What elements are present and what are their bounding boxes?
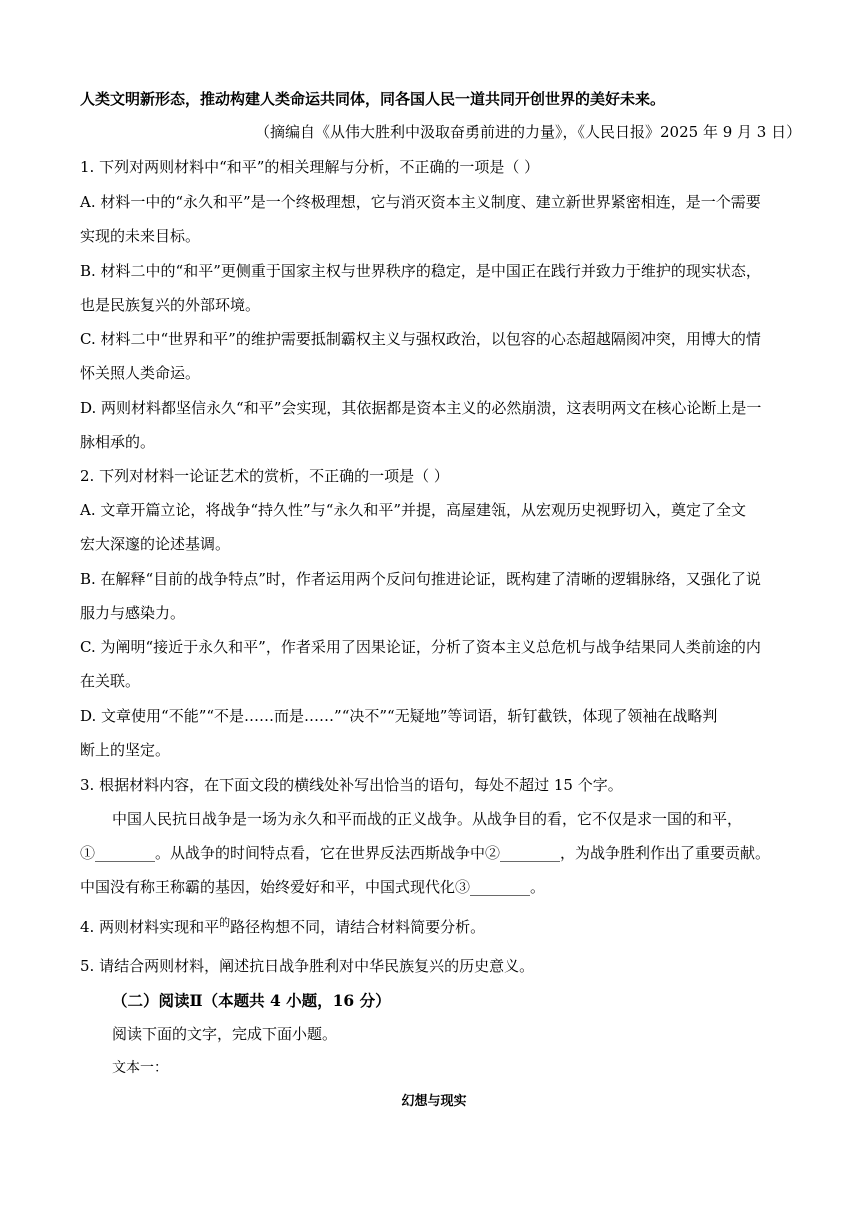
q1-option-d-line-1: D. 两则材料都坚信永久“和平”会实现，其依据都是资本主义的必然崩溃，这表明两文在核心论断上是一 [80, 399, 762, 417]
question-1: 1. 下列对两则材料中“和平”的相关理解与分析，不正确的一项是（ ） [80, 158, 540, 176]
article-title: 幻想与现实 [401, 1094, 467, 1109]
intro-tail-line: 人类文明新形态，推动构建人类命运共同体，同各国人民一道共同开创世界的美好未来。 [80, 90, 666, 108]
q1-option-b-line-2: 也是民族复兴的外部环境。 [80, 296, 261, 314]
q1-option-a-line-2: 实现的未来目标。 [80, 227, 201, 245]
q2-option-c-line-1: C. 为阐明“接近于永久和平”，作者采用了因果论证，分析了资本主义总危机与战争结果同人类前途的内 [80, 638, 761, 656]
question-4-text-before: 4. 两则材料实现和平 [80, 918, 220, 936]
text-one-label: 文本一： [112, 1060, 168, 1076]
q1-option-d-line-2: 脉相承的。 [80, 433, 156, 451]
q2-option-a-line-2: 宏大深邃的论述基调。 [80, 535, 231, 553]
q3-passage-line-2: ①________。从战争的时间特点看，它在世界反法西斯战争中②________，为战争胜利作出了重要贡献。 [80, 844, 771, 862]
q3-passage-line-3: 中国没有称王称霸的基因，始终爱好和平，中国式现代化③________。 [80, 878, 546, 896]
q1-option-b-line-1: B. 材料二中的“和平”更侧重于国家主权与世界秩序的稳定，是中国正在践行并致力于维护的现实状态， [80, 262, 761, 280]
q2-option-b-line-2: 服力与感染力。 [80, 604, 186, 622]
q1-option-a-line-1: A. 材料一中的“永久和平”是一个终极理想，它与消灭资本主义制度、建立新世界紧密相连，是一个需要 [80, 193, 761, 211]
question-2: 2. 下列对材料一论证艺术的赏析，不正确的一项是（ ） [80, 467, 449, 485]
q2-option-c-line-2: 在关联。 [80, 672, 141, 690]
question-4 [80, 914, 485, 937]
source-citation: （摘编自《从伟大胜利中汲取奋勇前进的力量》，《人民日报》2025 年 9 月 3 日） [255, 123, 802, 141]
question-3: 3. 根据材料内容，在下面文段的横线处补写出恰当的语句，每处不超过 15 个字。 [80, 776, 623, 794]
q2-option-d-line-2: 断上的坚定。 [80, 741, 171, 759]
q3-passage-line-1: 中国人民抗日战争是一场为永久和平而战的正义战争。从战争目的看，它不仅是求一国的和平， [112, 810, 743, 828]
reading-instruction: 阅读下面的文字，完成下面小题。 [112, 1025, 338, 1043]
q1-option-c-line-2: 怀关照人类命运。 [80, 364, 201, 382]
section-heading: （二）阅读Ⅱ（本题共 4 小题，16 分） [112, 991, 391, 1010]
question-4-text-after: 路径构想不同，请结合材料简要分析。 [230, 918, 486, 936]
question-4-raised-char: 的 [219, 916, 231, 929]
q2-option-a-line-1: A. 文章开篇立论，将战争“持久性”与“永久和平”并提，高屋建瓴，从宏观历史视野切入，奠定了全文 [80, 501, 747, 519]
question-5: 5. 请结合两则材料，阐述抗日战争胜利对中华民族复兴的历史意义。 [80, 957, 535, 975]
q2-option-b-line-1: B. 在解释“目前的战争特点”时，作者运用两个反问句推进论证，既构建了清晰的逻辑脉络，又强化了说 [80, 570, 761, 588]
q1-option-c-line-1: C. 材料二中“世界和平”的维护需要抵制霸权主义与强权政治，以包容的心态超越隔阂冲突，用博大的情 [80, 330, 761, 348]
q2-option-d-line-1: D. 文章使用“不能”“不是……而是……”“决不”“无疑地”等词语，斩钉截铁，体现了领袖在战略判 [80, 707, 718, 725]
